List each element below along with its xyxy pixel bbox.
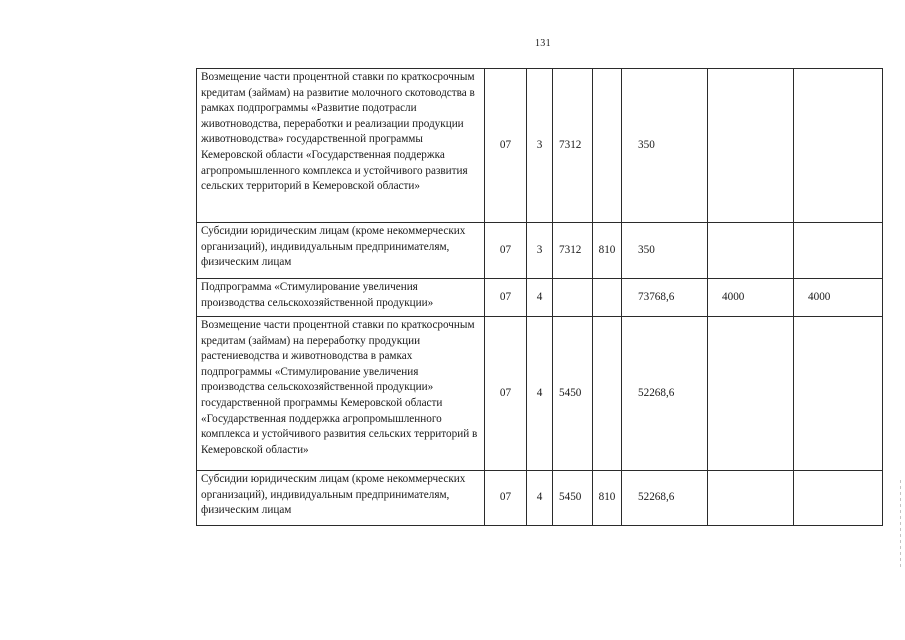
target-code: 5450 [553, 317, 593, 471]
target-code: 7312 [553, 69, 593, 223]
amount-year-1: 52268,6 [622, 471, 708, 526]
amount-year-2 [708, 317, 794, 471]
table-row [197, 317, 883, 471]
target-code: 7312 [553, 223, 593, 279]
expense-type-code: 810 [593, 471, 622, 526]
amount-year-3 [794, 317, 883, 471]
subsection-code: 4 [527, 471, 553, 526]
amount-year-2 [708, 69, 794, 223]
subsection-code: 3 [527, 69, 553, 223]
section-code: 07 [485, 471, 527, 526]
table-row [197, 69, 883, 223]
row-description: Возмещение части процентной ставки по краткосрочным кредитам (займам) на развитие молочного скотоводства в рамках подпрограммы «Развитие подотрасли животноводства, переработки и реализации продукции животноводства» государственной программы Кемеровской области «Государственная поддержка агропромышленного комплекса и устойчивого развития сельских территорий в Кемеровской области» [197, 69, 485, 223]
table-row [197, 471, 883, 526]
section-code: 07 [485, 69, 527, 223]
expense-type-code: 810 [593, 223, 622, 279]
scan-edge-mark [900, 480, 901, 570]
row-description: Субсидии юридическим лицам (кроме некоммерческих организаций), индивидуальным предпринимателям, физическим лицам [197, 471, 485, 526]
subsection-code: 4 [527, 279, 553, 317]
expense-type-code [593, 69, 622, 223]
amount-year-3: 4000 [794, 279, 883, 317]
amount-year-1: 350 [622, 223, 708, 279]
expense-type-code [593, 279, 622, 317]
amount-year-2 [708, 223, 794, 279]
row-description: Подпрограмма «Стимулирование увеличения производства сельскохозяйственной продукции» [197, 279, 485, 317]
amount-year-1: 73768,6 [622, 279, 708, 317]
table-row [197, 279, 883, 317]
section-code: 07 [485, 223, 527, 279]
section-code: 07 [485, 317, 527, 471]
target-code: 5450 [553, 471, 593, 526]
amount-year-1: 350 [622, 69, 708, 223]
amount-year-3 [794, 471, 883, 526]
subsection-code: 3 [527, 223, 553, 279]
target-code [553, 279, 593, 317]
section-code: 07 [485, 279, 527, 317]
amount-year-3 [794, 69, 883, 223]
subsection-code: 4 [527, 317, 553, 471]
table-row [197, 223, 883, 279]
amount-year-2: 4000 [708, 279, 794, 317]
budget-table [196, 68, 883, 526]
amount-year-3 [794, 223, 883, 279]
amount-year-2 [708, 471, 794, 526]
row-description: Возмещение части процентной ставки по краткосрочным кредитам (займам) на переработку продукции растениеводства и животноводства в рамках подпрограммы «Стимулирование увеличения производства сельскохозяйственной продукции» государственной программы Кемеровской области «Государственная поддержка агропромышленного комплекса и устойчивого развития сельских территорий в Кемеровской области» [197, 317, 485, 471]
row-description: Субсидии юридическим лицам (кроме некоммерческих организаций), индивидуальным предпринимателям, физическим лицам [197, 223, 485, 279]
page-number: 131 [535, 38, 551, 49]
amount-year-1: 52268,6 [622, 317, 708, 471]
expense-type-code [593, 317, 622, 471]
